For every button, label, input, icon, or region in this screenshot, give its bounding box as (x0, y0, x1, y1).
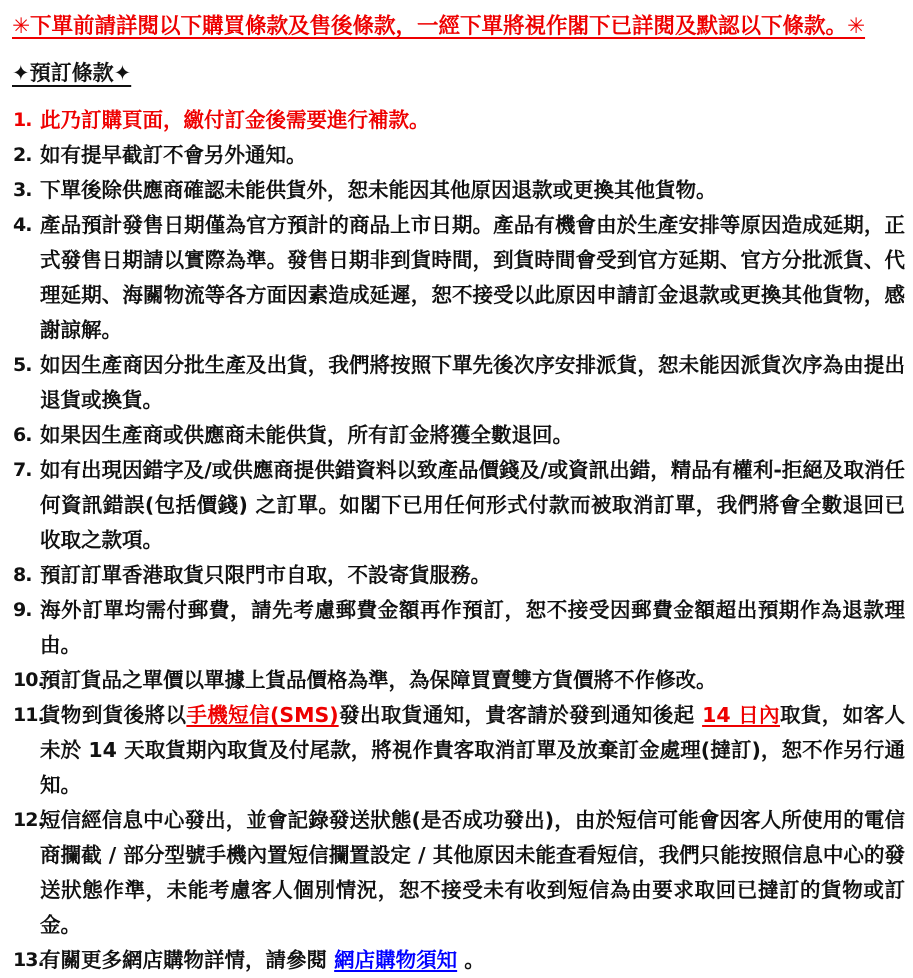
term-number: 4. (13, 214, 32, 236)
term-item-5 (10, 348, 905, 418)
page-title: ✳下單前請詳閱以下購買條款及售後條款，一經下單將視作閣下已詳閱及默認以下條款。✳ (12, 14, 866, 39)
shop-guide-link[interactable]: 網店購物須知 (334, 948, 458, 972)
term-text: 有關更多網店購物詳情，請參閱 (40, 948, 335, 972)
term-text: 如因生產商因分批生產及出貨，我們將按照下單先後次序安排派貨，恕未能因派貨次序為由提出退貨或換貨。 (40, 353, 905, 412)
highlighted-term-text: 14 日內 (702, 703, 780, 727)
term-item-1 (10, 103, 905, 138)
term-item-4 (10, 208, 905, 348)
term-text: 預訂訂單香港取貨只限門市自取，不設寄貨服務。 (40, 563, 491, 587)
term-text: 貨物到貨後將以 (40, 703, 187, 727)
term-number: 12. (13, 809, 44, 831)
term-number: 11. (13, 704, 44, 726)
term-text: 如果因生產商或供應商未能供貨，所有訂金將獲全數退回。 (40, 423, 573, 447)
term-item-7 (10, 453, 905, 558)
highlighted-term-text: 手機短信(SMS) (186, 703, 339, 727)
term-text: 短信經信息中心發出，並會記錄發送狀態(是否成功發出)，由於短信可能會因客人所使用的電信商攔截 / 部分型號手機內置短信攔置設定 / 其他原因未能查看短信，我們只能按照信息中心的發送狀態作準，未能考慮客人個別情況，恕不接受未有收到短信為由要求取回已撻訂的貨物或訂金。 (40, 808, 905, 937)
term-item-8 (10, 558, 905, 593)
term-number: 7. (13, 459, 32, 481)
term-number: 8. (13, 564, 32, 586)
term-item-10 (10, 663, 905, 698)
term-number: 6. (13, 424, 32, 446)
term-text: 產品預計發售日期僅為官方預計的商品上市日期。產品有機會由於生產安排等原因造成延期，正式發售日期請以實際為準。發售日期非到貨時間，到貨時間會受到官方延期、官方分批派貨、代理延期、海關物流等各方面因素造成延遲，恕不接受以此原因申請訂金退款或更換其他貨物，感謝諒解。 (40, 213, 905, 342)
term-item-12 (10, 803, 905, 943)
term-number: 5. (13, 354, 32, 376)
term-item-2 (10, 138, 905, 173)
term-number: 9. (13, 599, 32, 621)
term-text: 取貨，如客人未於 14 天取貨期內取貨及付尾款，將視作貴客取消訂單及放棄訂金處理(撻訂)，恕不作另行通知。 (40, 703, 906, 797)
term-number: 13. (13, 949, 44, 971)
term-text: 下單後除供應商確認未能供貨外，恕未能因其他原因退款或更換其他貨物。 (40, 178, 717, 202)
term-text: 預訂貨品之單價以單據上貨品價格為準，為保障買賣雙方貨價將不作修改。 (40, 668, 717, 692)
term-text: 發出取貨通知，貴客請於發到通知後起 (338, 703, 703, 727)
term-number: 10. (13, 669, 44, 691)
term-text: 如有出現因錯字及/或供應商提供錯資料以致產品價錢及/或資訊出錯，精品有權利-拒絕及取消任何資訊錯誤(包括價錢) 之訂單。如閣下已用任何形式付款而被取消訂單，我們將會全數退回已收取之款項。 (40, 458, 905, 552)
term-text: 此乃訂購頁面，繳付訂金後需要進行補款。 (40, 108, 430, 132)
term-number: 3. (13, 179, 32, 201)
term-number: 1. (13, 109, 32, 131)
term-text: 海外訂單均需付郵費，請先考慮郵費金額再作預訂，恕不接受因郵費金額超出預期作為退款理由。 (40, 598, 905, 657)
term-text: 如有提早截訂不會另外通知。 (40, 143, 307, 167)
terms-list (10, 103, 905, 978)
term-item-11 (10, 698, 905, 803)
term-number: 2. (13, 144, 32, 166)
term-item-6 (10, 418, 905, 453)
term-item-9 (10, 593, 905, 663)
term-item-3 (10, 173, 905, 208)
section-title: ✦預訂條款✦ (12, 61, 132, 85)
term-text: 。 (457, 948, 485, 972)
term-item-13 (10, 943, 905, 978)
